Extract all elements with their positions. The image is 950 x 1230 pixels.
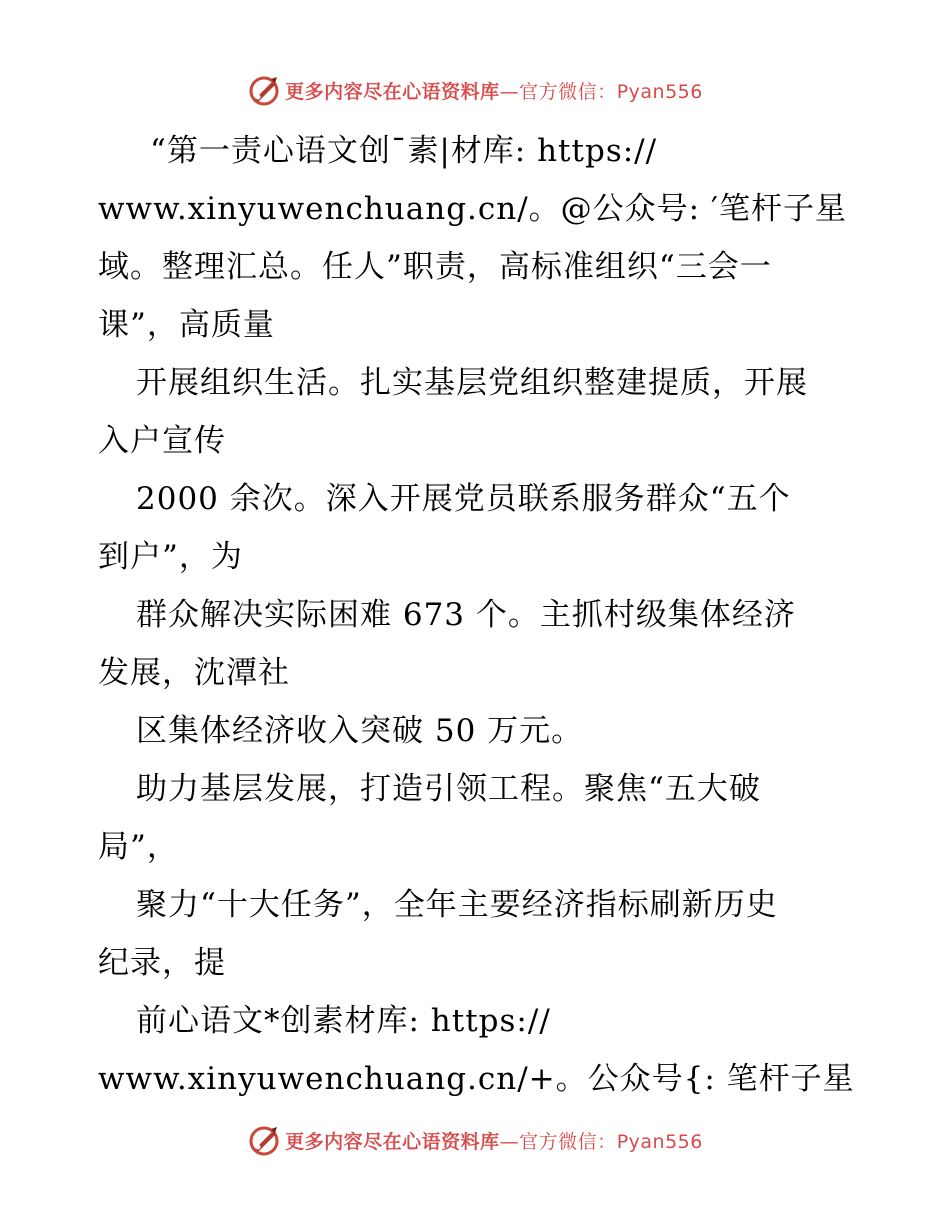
text-line: 助力基层发展，打造引领工程。聚焦“五大破 (136, 771, 761, 807)
text-line: 域。整理汇总。任人”职责，高标准组织“三会一 (98, 249, 772, 285)
text-line: 2000 余次。深入开展党员联系服务群众“五个 (136, 481, 791, 517)
text-line: 开展组织生活。扎实基层党组织整建提质，开展 (136, 365, 808, 401)
text-line: 前心语文*创素材库: https:// (136, 1003, 551, 1039)
watermark-official: 官方微信： (519, 1130, 617, 1153)
text-line: “第一责心语文创¯素|材库: https:// (150, 133, 658, 169)
text-line: www.xinyuwenchuang.cn/+。公众号{: 笔杆子星 (98, 1061, 855, 1097)
text-line: 入户宣传 (98, 423, 226, 459)
watermark-id: Pyan556 (616, 80, 703, 103)
text-line: 到户”，为 (98, 539, 243, 575)
footer-watermark-banner (0, 1120, 950, 1160)
watermark-main: 更多内容尽在心语资料库 (285, 1130, 500, 1153)
text-line: 聚力“十大任务”，全年主要经济指标刷新历史 (136, 887, 778, 923)
watermark-dash: — (499, 1130, 520, 1153)
watermark-text (285, 1127, 703, 1154)
text-line: 区集体经济收入突破 50 万元。 (136, 713, 584, 749)
header-watermark-banner (0, 70, 950, 110)
document-body (98, 122, 868, 1108)
watermark-official: 官方微信： (519, 80, 617, 103)
text-line: 发展，沈潭社 (98, 655, 290, 691)
pen-logo-icon (247, 1123, 281, 1157)
text-line: www.xinyuwenchuang.cn/。@公众号: ′笔杆子星 (98, 191, 848, 227)
watermark-text (285, 77, 703, 104)
pen-logo-icon (247, 73, 281, 107)
watermark-main: 更多内容尽在心语资料库 (285, 80, 500, 103)
text-line: 群众解决实际困难 673 个。主抓村级集体经济 (136, 597, 796, 633)
watermark-id: Pyan556 (616, 1130, 703, 1153)
text-line: 局”， (98, 829, 179, 865)
watermark-dash: — (499, 80, 520, 103)
text-line: 课”，高质量 (98, 307, 275, 343)
text-line: 纪录，提 (98, 945, 226, 981)
